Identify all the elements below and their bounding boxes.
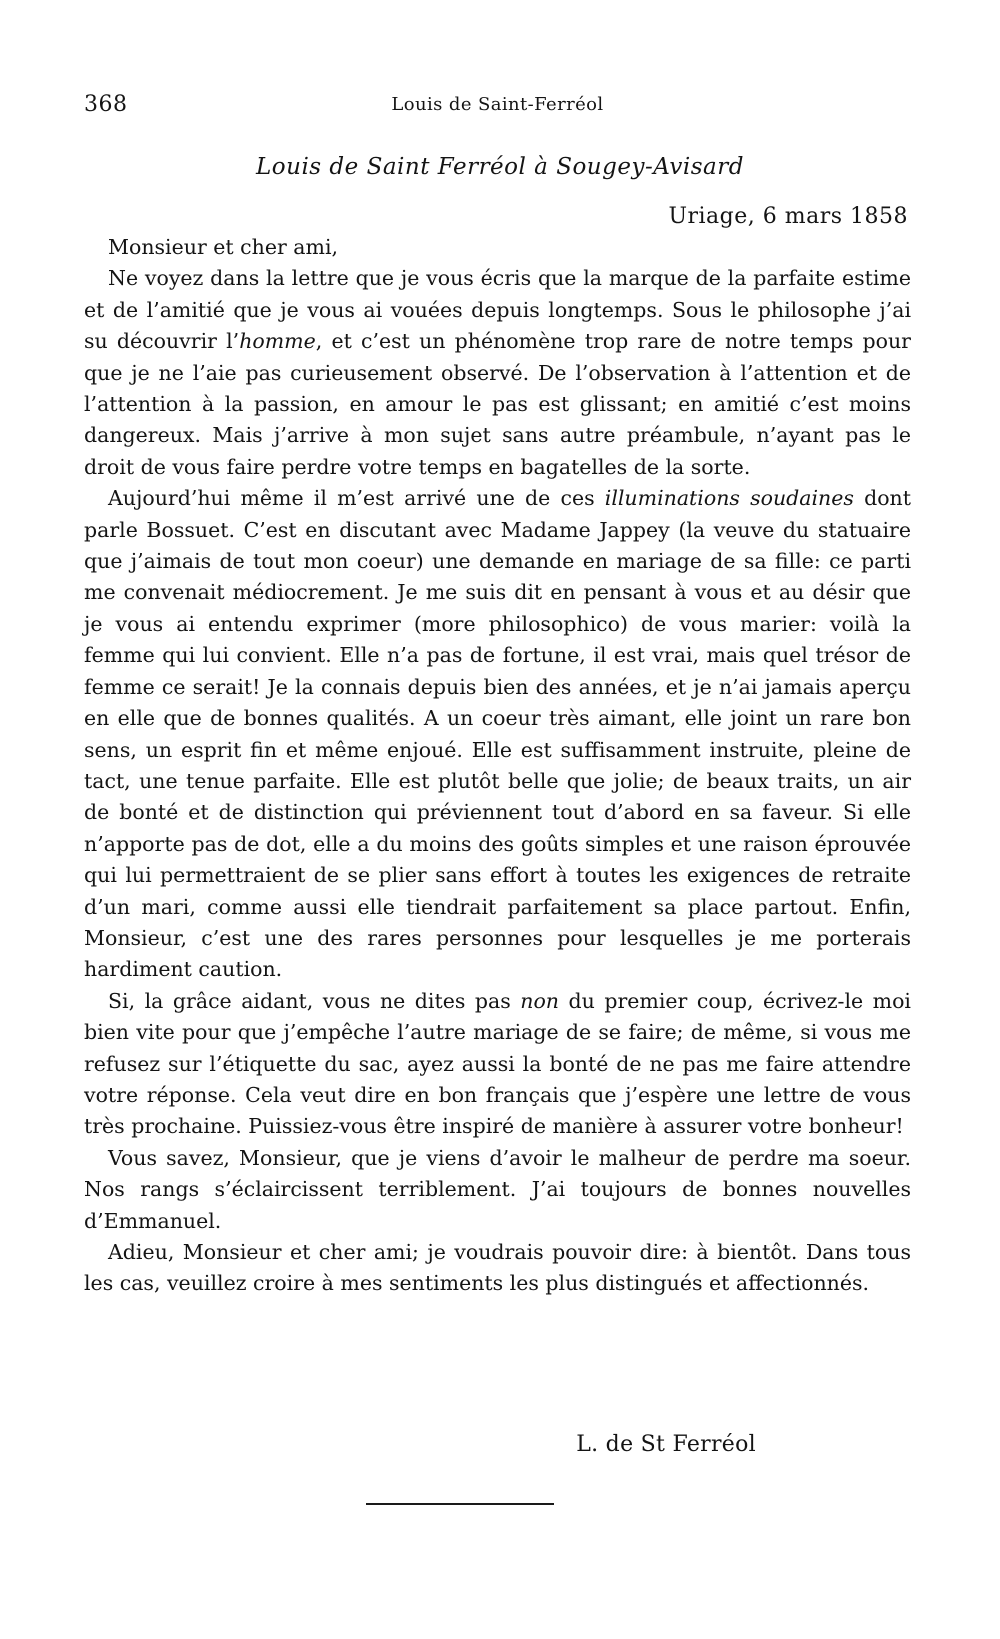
letter-paragraph-2 xyxy=(84,483,911,986)
running-title: Louis de Saint-Ferréol xyxy=(391,94,604,115)
paragraph-text: du premier coup, écrivez-le moi bien vite pour que j’empêche l’autre mariage de se faire; de même, si vous me refusez sur l’étiquette du sac, ayez aussi la bonté de ne pas me faire attendre votre réponse. Cela veut dire en bon français que j’espère une lettre de vous très prochaine. Puissiez-vous être inspiré de manière à assurer votre bonheur! xyxy=(84,988,911,1139)
paragraph-text: Si, la grâce aidant, vous ne dites pas xyxy=(108,988,521,1013)
letter-paragraph-4: Vous savez, Monsieur, que je viens d’avoir le malheur de perdre ma soeur. Nos rangs s’éclaircissent terriblement. J’ai toujours de bonnes nouvelles d’Emmanuel. xyxy=(84,1145,911,1233)
closing-rule xyxy=(366,1503,554,1505)
paragraph-text: Aujourd’hui même il m’est arrivé une de ces xyxy=(108,486,605,511)
running-head xyxy=(84,92,911,124)
letter-paragraph-5: Adieu, Monsieur et cher ami; je voudrais pouvoir dire: à bientôt. Dans tous les cas, veuillez croire à mes sentiments les plus distingués et affectionnés. xyxy=(84,1240,911,1296)
letter-body xyxy=(84,232,911,1300)
paragraph-text: Ne voyez dans la lettre que je vous écris que la marque de la parfaite estime et de l’amitié que je vous ai vouées depuis longtemps. Sous le philosophe j’ai su découvrir l’ xyxy=(84,266,911,354)
emphasized-word: homme xyxy=(239,329,316,354)
paragraph-text: dont parle Bossuet. C’est en discutant avec Madame Jappey (la veuve du statuaire que j’aimais de tout mon coeur) une demande en mariage de sa fille: ce parti me convenait médiocrement. Je me suis dit en pensant à vous et au désir que je vous ai entendu exprimer (more philosophico) de vous marier: voilà la femme qui lui convient. Elle n’a pas de fortune, il est vrai, mais quel trésor de femme ce serait! Je la connais depuis bien des années, et je n’ai jamais aperçu en elle que de bonnes qualités. A un coeur très aimant, elle joint un rare bon sens, un esprit fin et même enjoué. Elle est suffisamment instruite, pleine de tact, une tenue parfaite. Elle est plutôt belle que jolie; de beaux traits, un air de bonté et de distinction qui préviennent tout d’abord en sa faveur. Si elle n’apporte pas de dot, elle a du moins des goûts simples et une raison éprouvée qui lui permettraient de se plier sans effort à toutes les exigences de retraite d’un mari, comme aussi elle tiendrait parfaitement sa place partout. Enfin, Monsieur, c’est une des rares personnes pour lesquelles je me porterais hardiment caution. xyxy=(84,486,911,982)
letter-signature: L. de St Ferréol xyxy=(576,1432,756,1457)
paragraph-text: , et c’est un phénomène trop rare de notre temps pour que je ne l’aie pas curieusement observé. De l’observation à l’attention et de l’attention à la passion, en amour le pas est glissant; en amitié c’est moins dangereux. Mais j’arrive à mon sujet sans autre préambule, n’ayant pas le droit de vous faire perdre votre temps en bagatelles de la sorte. xyxy=(84,329,911,479)
letter-dateline: Uriage, 6 mars 1858 xyxy=(668,204,908,229)
letter-paragraph-1 xyxy=(84,263,911,483)
letter-heading: Louis de Saint Ferréol à Sougey-Avisard xyxy=(256,154,744,180)
page-number: 368 xyxy=(84,92,128,117)
letter-salutation: Monsieur et cher ami, xyxy=(108,235,339,259)
letter-paragraph-3 xyxy=(84,986,911,1143)
emphasized-word: non xyxy=(520,988,560,1013)
emphasized-phrase: illuminations soudaines xyxy=(604,486,854,511)
